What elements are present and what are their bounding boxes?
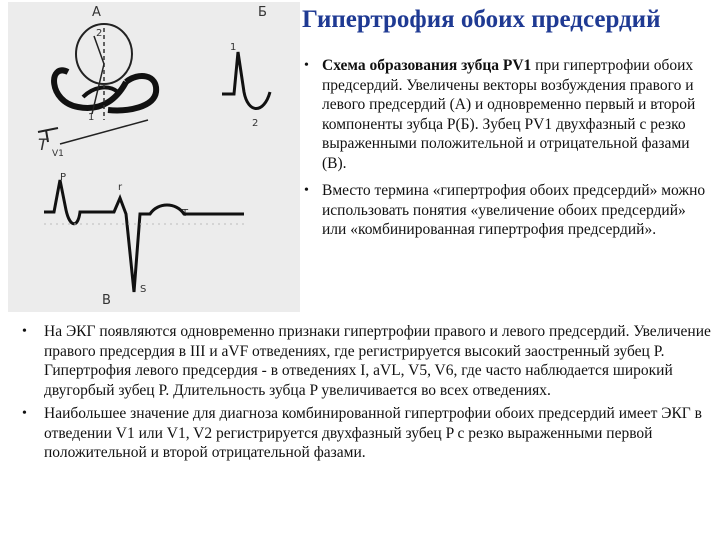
lead-v1-line (60, 120, 148, 144)
page-title: Гипертрофия обоих предсердий (302, 6, 661, 33)
label-r: r (118, 182, 123, 193)
label-b-2: 2 (252, 118, 259, 129)
ecg-trace (44, 180, 244, 292)
bottom-bullet-item (22, 322, 712, 400)
right-bullet-item (304, 56, 710, 173)
label-b: Б (258, 5, 267, 20)
label-a: А (92, 5, 101, 20)
label-vector-1: 1 (88, 112, 95, 123)
ecg-schema-figure (8, 2, 300, 312)
bullet-bold-text: Схема образования зубца PV1 (322, 57, 532, 74)
label-v1: V1 (52, 149, 64, 159)
bullet-marker: • (22, 406, 27, 421)
label-v: В (102, 293, 111, 308)
bullet-marker: • (22, 324, 27, 339)
ecg-schema-svg (8, 2, 300, 312)
label-vector-2: 2 (96, 28, 103, 39)
bullet-text: На ЭКГ появляются одновременно признаки гипертрофии правого и левого предсердий. Увеличение правого предсердия в III и aVF отведениях, где регистрируется высокий заостренный зубец P. Гипертрофия левого предсердия - в отведениях I, aVL, V5, V6, где часто наблюдается широкий двугорбый зубец P. Длительность зубца P увеличивается во всех отведениях. (44, 323, 711, 399)
bullet-text: Наибольшее значение для диагноза комбинированной гипертрофии обоих предсердий имеет ЭКГ в отведении V1 или V1, V2 регистрируется двухфазный зубец P с резко выраженными первой положительной и второй отрицательной фазами. (44, 405, 702, 461)
bullet-marker: • (304, 183, 309, 198)
right-bullet-item (304, 181, 710, 240)
right-atrium-loop (76, 24, 132, 84)
vector-1 (94, 36, 104, 64)
label-p: P (60, 172, 67, 183)
bullet-text: Вместо термина «гипертрофия обоих предсердий» можно использовать понятия «увеличение обоих предсердий» или «комбинированная гипертрофия предсердий». (322, 182, 706, 238)
label-s: S (140, 284, 147, 295)
bullet-marker: • (304, 58, 309, 73)
right-bullet-list (304, 56, 710, 248)
bottom-bullet-item (22, 404, 712, 463)
label-t: Т (38, 135, 48, 154)
bottom-bullet-list (22, 322, 712, 467)
p-wave-biphasic (222, 52, 270, 109)
label-t-wave: T (182, 208, 189, 219)
bullet-text: при гипертрофии обоих предсердий. Увеличены векторы возбуждения правого и левого предсердий (А) и одновременно первый и второй компоненты зубца P(Б). Зубец PV1 двухфазный с резко выраженными положительной и отрицательной фазами (В). (322, 57, 696, 172)
label-b-1: 1 (230, 42, 237, 53)
